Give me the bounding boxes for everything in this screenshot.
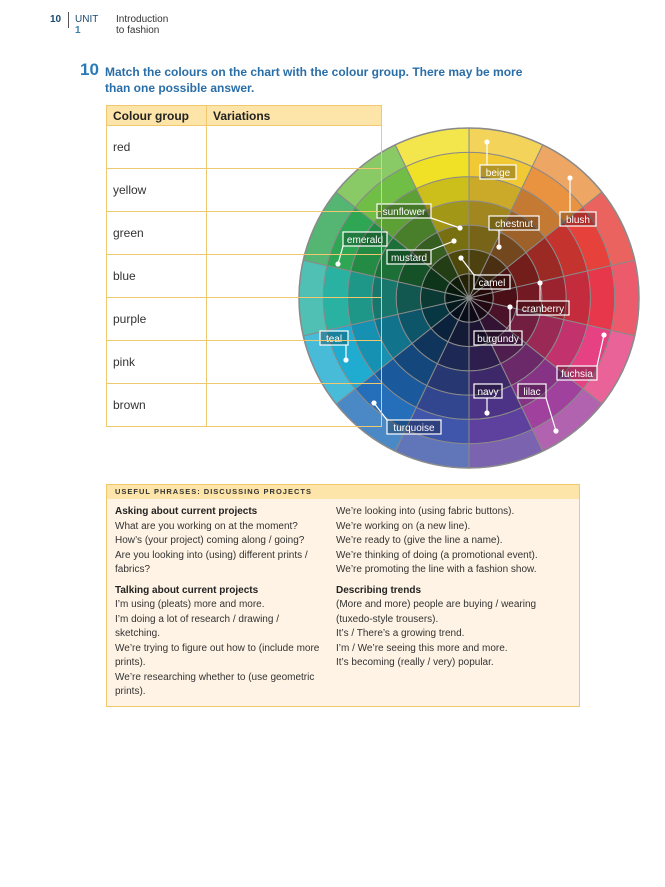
- colour-group-table: [106, 105, 382, 427]
- variations-answer-cell[interactable]: [207, 298, 382, 341]
- label-marker-dot: [484, 139, 489, 144]
- variations-answer-cell[interactable]: [207, 384, 382, 427]
- table-row: [107, 212, 382, 255]
- colour-label-chestnut: chestnut: [495, 219, 533, 230]
- colour-label-teal: teal: [325, 334, 343, 345]
- table-row: [107, 384, 382, 427]
- variations-answer-cell[interactable]: [207, 341, 382, 384]
- phrases-column-right: [336, 505, 576, 671]
- label-marker-dot: [567, 175, 572, 180]
- phrases-heading: Asking about current projects: [115, 506, 258, 517]
- phrase-line: How’s (your project) coming along / going?: [115, 535, 305, 546]
- label-marker-dot: [451, 238, 456, 243]
- colour-group-cell: brown: [107, 384, 207, 427]
- page-number: 10: [50, 14, 62, 25]
- label-marker-dot: [458, 255, 463, 260]
- phrase-line: We’re thinking of doing (a promotional event).: [336, 549, 538, 561]
- phrase-line: sketching.: [115, 628, 161, 639]
- useful-phrases-box: [106, 484, 580, 707]
- wheel-segment: [564, 271, 591, 325]
- colour-group-cell: yellow: [107, 169, 207, 212]
- unit-topic: Introduction to fashion: [116, 14, 169, 36]
- colour-label-turquoise: turquoise: [393, 423, 435, 434]
- phrase-line: prints).: [115, 657, 146, 668]
- phrases-column-left: [115, 505, 333, 700]
- colour-label-cranberry: cranberry: [521, 304, 565, 315]
- variations-answer-cell[interactable]: [207, 126, 382, 169]
- phrase-line: It’s / There’s a growing trend.: [336, 628, 465, 639]
- exercise-instruction: Match the colours on the chart with the colour group. There may be more than one possible answer.: [105, 65, 523, 95]
- phrase-line: We’re ready to (give the line a name).: [336, 535, 503, 546]
- colour-group-cell: purple: [107, 298, 207, 341]
- phrase-line: (More and more) people are buying / wearing: [336, 599, 537, 610]
- colour-label-mustard: mustard: [390, 253, 428, 264]
- colour-label-emerald: emerald: [346, 235, 384, 246]
- colour-group-cell: green: [107, 212, 207, 255]
- label-marker-dot: [457, 225, 462, 230]
- wheel-segment: [611, 260, 639, 336]
- phrase-line: I’m / We’re seeing this more and more.: [336, 642, 508, 654]
- phrase-line: What are you working on at the moment?: [115, 520, 298, 532]
- colour-label-sunflower: sunflower: [382, 207, 426, 218]
- phrase-line: prints).: [115, 686, 146, 697]
- phrase-line: I’m doing a lot of research / drawing /: [115, 613, 279, 625]
- colour-label-blush: blush: [566, 215, 590, 226]
- table-row: [107, 169, 382, 212]
- table-row: [107, 126, 382, 169]
- phrase-line: We’re researching whether to (use geometric: [115, 671, 315, 683]
- unit-number: 1: [75, 25, 81, 36]
- colour-label-lilac: lilac: [523, 387, 541, 398]
- phrases-heading: Talking about current projects: [115, 584, 259, 596]
- useful-phrases-title: USEFUL PHRASES: DISCUSSING PROJECTS: [107, 485, 579, 499]
- phrase-line: I’m using (pleats) more and more.: [115, 599, 265, 610]
- colour-label-camel: camel: [478, 278, 506, 289]
- exercise-number: 10: [80, 60, 99, 79]
- variations-answer-cell[interactable]: [207, 212, 382, 255]
- label-marker-dot: [507, 304, 512, 309]
- unit-prefix: UNIT: [75, 14, 99, 25]
- colour-label-navy: navy: [477, 387, 499, 398]
- label-marker-dot: [553, 428, 558, 433]
- colour-group-cell: blue: [107, 255, 207, 298]
- phrase-line: We’re promoting the line with a fashion show.: [336, 564, 537, 575]
- label-marker-dot: [496, 244, 501, 249]
- variations-answer-cell[interactable]: [207, 169, 382, 212]
- label-marker-dot: [484, 410, 489, 415]
- phrase-line: We’re looking into (using fabric buttons).: [336, 506, 515, 517]
- phrase-line: It’s becoming (really / very) popular.: [336, 657, 494, 668]
- label-marker-dot: [537, 280, 542, 285]
- phrase-line: We’re trying to figure out how to (include more: [115, 642, 320, 654]
- phrases-heading: Describing trends: [336, 584, 422, 596]
- phrase-line: We’re working on (a new line).: [336, 520, 471, 532]
- table-row: [107, 341, 382, 384]
- colour-group-cell: pink: [107, 341, 207, 384]
- phrase-line: fabrics?: [115, 564, 151, 575]
- colour-label-beige: beige: [485, 168, 511, 179]
- colour-label-fuchsia: fuchsia: [561, 369, 593, 380]
- label-marker-dot: [601, 332, 606, 337]
- table-row: [107, 298, 382, 341]
- variations-answer-cell[interactable]: [207, 255, 382, 298]
- phrase-line: Are you looking into (using) different prints /: [115, 549, 308, 561]
- colour-label-burgundy: burgundy: [477, 334, 519, 345]
- table-row: [107, 255, 382, 298]
- header-variations: Variations: [207, 106, 382, 126]
- colour-group-cell: red: [107, 126, 207, 169]
- header-colour-group: Colour group: [107, 106, 207, 126]
- wheel-segment: [587, 266, 614, 331]
- phrase-line: (tuxedo-style trousers).: [336, 613, 439, 625]
